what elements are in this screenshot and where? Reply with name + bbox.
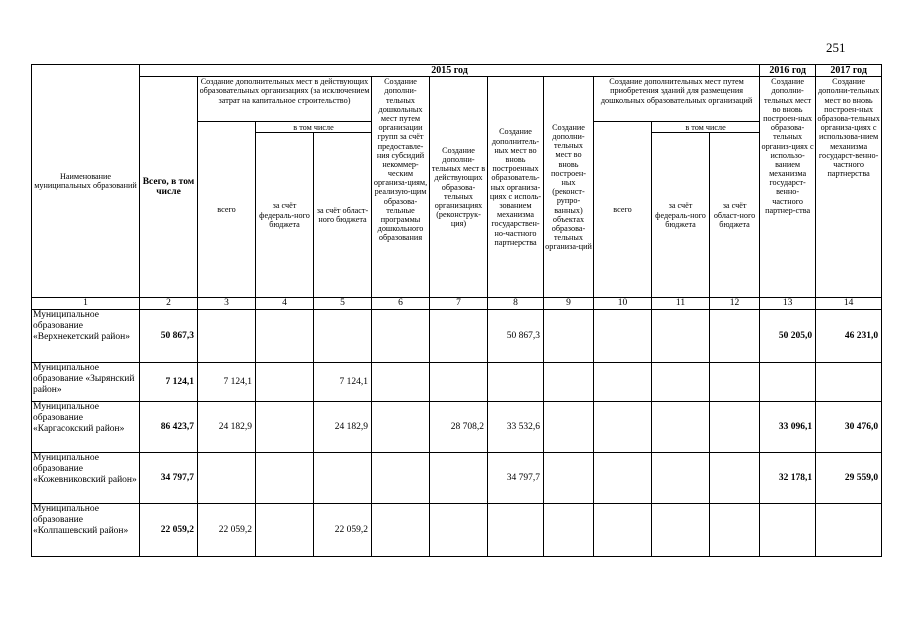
municipality-name: Муниципальное образование «Зырянский район» bbox=[32, 362, 140, 401]
value-cell bbox=[652, 401, 710, 452]
funding-table bbox=[31, 64, 882, 557]
value-cell: 24 182,9 bbox=[198, 401, 256, 452]
header-in-that-2: в том числе bbox=[652, 122, 760, 133]
col-number: 14 bbox=[816, 298, 882, 310]
table-row bbox=[32, 503, 882, 556]
value-cell bbox=[594, 452, 652, 503]
header-col7: Создание дополни-тельных мест в действующих образова-тельных организациях (реконструк-ция) bbox=[430, 77, 488, 298]
col-number: 5 bbox=[314, 298, 372, 310]
value-cell: 34 797,7 bbox=[488, 452, 544, 503]
value-cell bbox=[430, 309, 488, 362]
value-cell bbox=[710, 362, 760, 401]
col-number: 3 bbox=[198, 298, 256, 310]
value-cell bbox=[256, 452, 314, 503]
value-cell: 30 476,0 bbox=[816, 401, 882, 452]
total-cell: 7 124,1 bbox=[140, 362, 198, 401]
header-federal-2: за счёт федераль-ного бюджета bbox=[652, 133, 710, 298]
value-cell bbox=[256, 309, 314, 362]
municipality-name: Муниципальное образование «Кожевниковский район» bbox=[32, 452, 140, 503]
value-cell bbox=[430, 503, 488, 556]
value-cell bbox=[710, 452, 760, 503]
value-cell: 33 096,1 bbox=[760, 401, 816, 452]
header-regional-1: за счёт област-ного бюджета bbox=[314, 133, 372, 298]
value-cell bbox=[710, 309, 760, 362]
total-cell: 50 867,3 bbox=[140, 309, 198, 362]
municipality-name: Муниципальное образование «Каргасокский район» bbox=[32, 401, 140, 452]
col-number: 11 bbox=[652, 298, 710, 310]
value-cell: 50 867,3 bbox=[488, 309, 544, 362]
value-cell: 7 124,1 bbox=[198, 362, 256, 401]
value-cell bbox=[314, 309, 372, 362]
municipality-name: Муниципальное образование «Верхнекетский район» bbox=[32, 309, 140, 362]
value-cell bbox=[544, 309, 594, 362]
value-cell bbox=[710, 401, 760, 452]
header-total-sub-1: всего bbox=[198, 122, 256, 298]
total-cell: 34 797,7 bbox=[140, 452, 198, 503]
value-cell bbox=[816, 362, 882, 401]
value-cell bbox=[198, 452, 256, 503]
header-col13: Создание дополни-тельных мест во вновь построен-ных образова-тельных организ-циях с использо-ванием механизма государст-венно-частного партнер-ства bbox=[760, 77, 816, 298]
value-cell: 28 708,2 bbox=[430, 401, 488, 452]
table-row bbox=[32, 452, 882, 503]
value-cell bbox=[594, 362, 652, 401]
value-cell bbox=[544, 362, 594, 401]
header-group-purchase: Создание дополнительных мест путем приобретения зданий для размещения дошкольных образовательных организаций bbox=[594, 77, 760, 122]
value-cell bbox=[594, 503, 652, 556]
col-number: 12 bbox=[710, 298, 760, 310]
header-col8: Создание дополнитель-ных мест во вновь построенных образователь-ных организа-циях с исполь-зованием механизма государствен-но-частного партнерства bbox=[488, 77, 544, 298]
value-cell: 24 182,9 bbox=[314, 401, 372, 452]
header-col9: Создание дополни-тельных мест во вновь построен-ных (реконст-рупро-ванных) объектах образова-тельных организа-ций bbox=[544, 77, 594, 298]
value-cell bbox=[652, 362, 710, 401]
table-row bbox=[32, 309, 882, 362]
col-number: 4 bbox=[256, 298, 314, 310]
col-number: 13 bbox=[760, 298, 816, 310]
value-cell: 22 059,2 bbox=[198, 503, 256, 556]
value-cell bbox=[256, 362, 314, 401]
header-year-2015: 2015 год bbox=[140, 65, 760, 77]
value-cell: 46 231,0 bbox=[816, 309, 882, 362]
header-regional-2: за счёт област-ного бюджета bbox=[710, 133, 760, 298]
value-cell bbox=[372, 452, 430, 503]
value-cell bbox=[544, 503, 594, 556]
municipality-name: Муниципальное образование «Колпашевский район» bbox=[32, 503, 140, 556]
value-cell bbox=[710, 503, 760, 556]
header-group-existing: Создание дополнительных мест в действующих образовательных организациях (за исключением затрат на капитальное строительство) bbox=[198, 77, 372, 122]
value-cell bbox=[652, 503, 710, 556]
value-cell bbox=[816, 503, 882, 556]
table-row bbox=[32, 401, 882, 452]
col-number: 10 bbox=[594, 298, 652, 310]
value-cell bbox=[198, 309, 256, 362]
value-cell bbox=[430, 362, 488, 401]
header-year-2017: 2017 год bbox=[816, 65, 882, 77]
table-row bbox=[32, 362, 882, 401]
value-cell bbox=[594, 309, 652, 362]
header-total: Всего, в том числе bbox=[140, 77, 198, 298]
header-total-sub-2: всего bbox=[594, 122, 652, 298]
value-cell bbox=[488, 503, 544, 556]
header-in-that-1: в том числе bbox=[256, 122, 372, 133]
value-cell: 50 205,0 bbox=[760, 309, 816, 362]
header-col6: Создание дополни-тельных дошкольных мест путем организации групп за счёт предоставле-ния субсидий некоммер-ческим организа-циям, реализую-щим образова-тельные программы дошкольного образования bbox=[372, 77, 430, 298]
col-number: 9 bbox=[544, 298, 594, 310]
total-cell: 22 059,2 bbox=[140, 503, 198, 556]
value-cell: 29 559,0 bbox=[816, 452, 882, 503]
value-cell bbox=[256, 503, 314, 556]
page-number: 251 bbox=[826, 40, 846, 55]
col-number: 1 bbox=[32, 298, 140, 310]
value-cell bbox=[314, 452, 372, 503]
value-cell bbox=[652, 309, 710, 362]
col-number: 6 bbox=[372, 298, 430, 310]
value-cell bbox=[488, 362, 544, 401]
header-year-2016: 2016 год bbox=[760, 65, 816, 77]
value-cell bbox=[430, 452, 488, 503]
value-cell: 33 532,6 bbox=[488, 401, 544, 452]
total-cell: 86 423,7 bbox=[140, 401, 198, 452]
value-cell bbox=[544, 401, 594, 452]
value-cell: 22 059,2 bbox=[314, 503, 372, 556]
value-cell: 32 178,1 bbox=[760, 452, 816, 503]
value-cell bbox=[760, 362, 816, 401]
header-federal-1: за счёт федераль-ного бюджета bbox=[256, 133, 314, 298]
value-cell bbox=[544, 452, 594, 503]
value-cell: 7 124,1 bbox=[314, 362, 372, 401]
col-number: 7 bbox=[430, 298, 488, 310]
value-cell bbox=[372, 309, 430, 362]
col-number: 2 bbox=[140, 298, 198, 310]
value-cell bbox=[760, 503, 816, 556]
header-col14: Создание дополни-тельных мест во вновь построен-ных образова-тельных организа-циях с использова-нием механизма государст-венно-частного партнерства bbox=[816, 77, 882, 298]
value-cell bbox=[594, 401, 652, 452]
value-cell bbox=[372, 362, 430, 401]
column-number-row bbox=[32, 298, 882, 310]
header-name-col: Наименование муниципальных образований bbox=[32, 65, 140, 298]
value-cell bbox=[372, 503, 430, 556]
value-cell bbox=[652, 452, 710, 503]
col-number: 8 bbox=[488, 298, 544, 310]
value-cell bbox=[372, 401, 430, 452]
value-cell bbox=[256, 401, 314, 452]
